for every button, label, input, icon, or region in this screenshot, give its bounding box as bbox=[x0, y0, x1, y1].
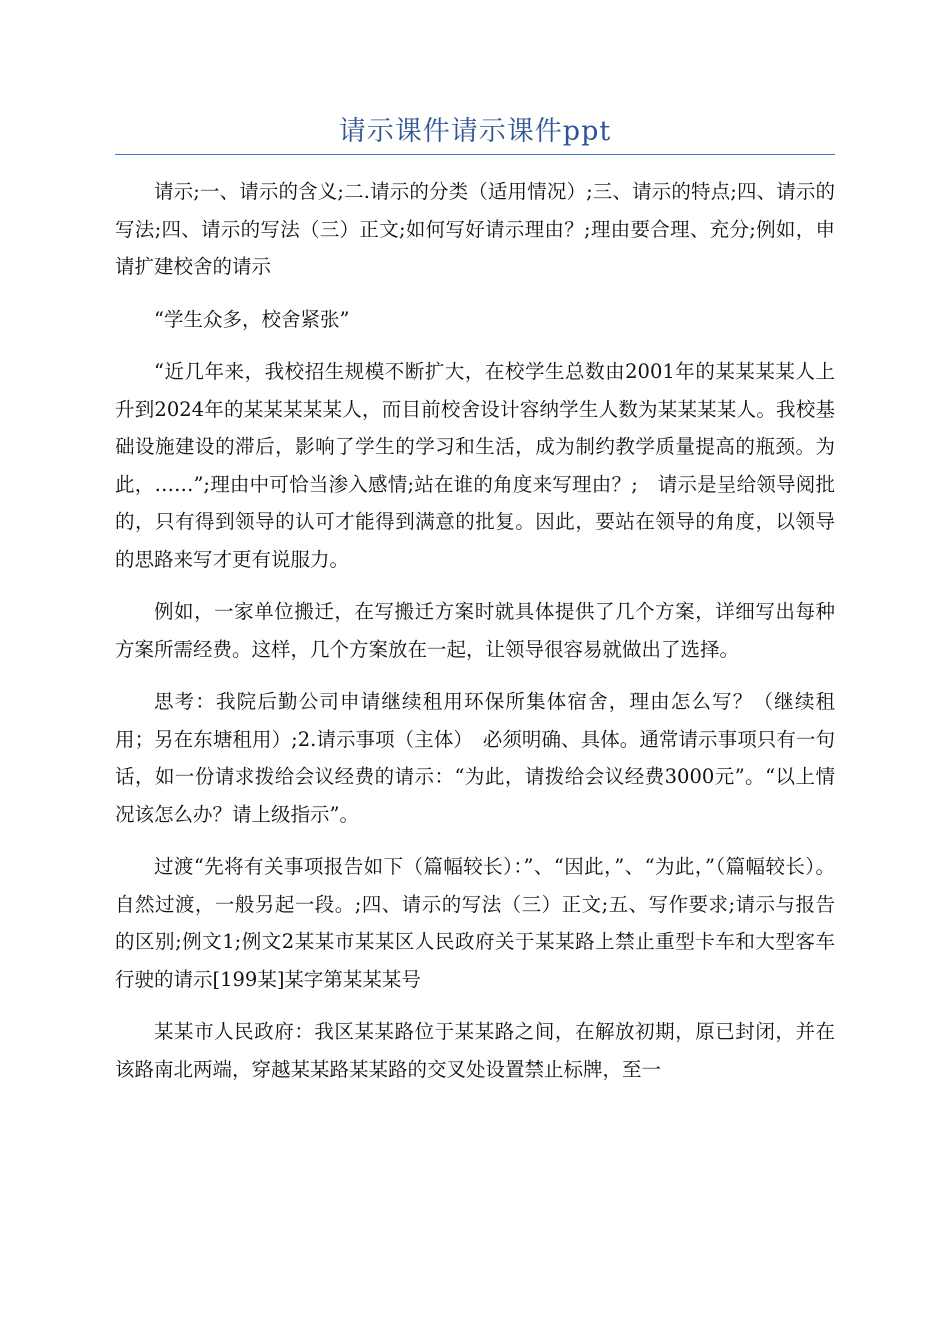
document-body bbox=[115, 173, 835, 1103]
title-underline bbox=[115, 154, 835, 155]
paragraph: 思考：我院后勤公司申请继续租用环保所集体宿舍，理由怎么写？（继续租用；另在东塘租用）;2.请示事项（主体） 必须明确、具体。通常请示事项只有一句话，如一份请求拨给会议经费的请示：“为此，请拨给会议经费3000元”。“以上情况该怎么办？请上级指示”。 bbox=[115, 690, 835, 826]
document-title: 请示课件请示课件ppt bbox=[338, 116, 612, 147]
paragraph: 某某市人民政府：我区某某路位于某某路之间，在解放初期，原已封闭，并在该路南北两端，穿越某某路某某路的交叉处设置禁止标牌，至一 bbox=[115, 1020, 835, 1081]
paragraph: 过渡“先将有关事项报告如下（篇幅较长）：”、“因此，”、“为此，”（篇幅较长）。自然过渡，一般另起一段。;四、请示的写法（三）正文;五、写作要求;请示与报告的区别;例文1;例文2某某市某某区人民政府关于某某路上禁止重型卡车和大型客车行驶的请示[199某]某字第某某某号 bbox=[115, 855, 835, 991]
paragraph: 例如，一家单位搬迁，在写搬迁方案时就具体提供了几个方案，详细写出每种方案所需经费。这样，几个方案放在一起，让领导很容易就做出了选择。 bbox=[115, 600, 835, 661]
paragraph: “学生众多，校舍紧张” bbox=[154, 307, 350, 331]
paragraph: “近几年来，我校招生规模不断扩大，在校学生总数由2001年的某某某某人上升到2024年的某某某某某人，而目前校舍设计容纳学生人数为某某某某人。我校基础设施建设的滞后，影响了学生的学习和生活，成为制约教学质量提高的瓶颈。为此，……”;理由中可恰当渗入感情;站在谁的角度来写理由？; 请示是呈给领导阅批的，只有得到领导的认可才能得到满意的批复。因此，要站在领导的角度，以领导的思路来写才更有说服力。 bbox=[115, 360, 835, 571]
paragraph: 请示;一、请示的含义;二.请示的分类（适用情况）;三、请示的特点;四、请示的写法;四、请示的写法（三）正文;如何写好请示理由？;理由要合理、充分;例如，申请扩建校舍的请示 bbox=[115, 180, 835, 278]
